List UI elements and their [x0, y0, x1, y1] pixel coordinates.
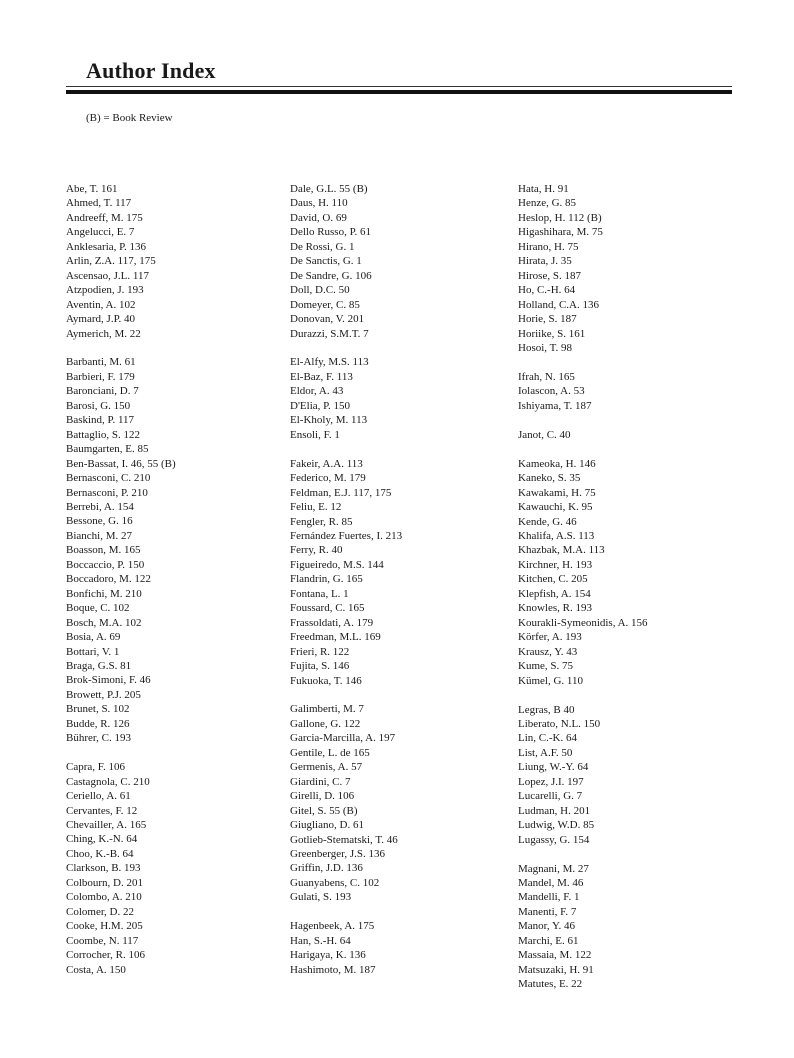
index-entry: Coombe, N. 117 [66, 934, 139, 947]
index-entry: Knowles, R. 193 [518, 602, 592, 615]
index-entry: Ben-Bassat, I. 46, 55 (B) [66, 457, 176, 470]
index-entry: Ensoli, F. 1 [290, 428, 340, 441]
index-entry: Guanyabens, C. 102 [290, 876, 380, 889]
index-entry: Aymard, J.P. 40 [66, 313, 135, 326]
index-entry: Hirano, H. 75 [518, 240, 579, 253]
index-entry: Daus, H. 110 [290, 197, 348, 210]
title-rule-thick [66, 90, 732, 94]
index-entry: Galimberti, M. 7 [290, 703, 364, 716]
index-entry: Andreeff, M. 175 [66, 211, 143, 224]
index-entry: Kume, S. 75 [518, 660, 573, 673]
index-entry: El-Baz, F. 113 [290, 370, 353, 383]
index-entry: Magnani, M. 27 [518, 862, 589, 875]
index-entry: Hosoi, T. 98 [518, 341, 572, 354]
index-entry: Kawauchi, K. 95 [518, 501, 593, 514]
index-entry: Colomer, D. 22 [66, 905, 134, 918]
index-entry: Bottari, V. 1 [66, 645, 120, 658]
index-entry: Baronciani, D. 7 [66, 385, 139, 398]
index-entry: Capra, F. 106 [66, 761, 126, 774]
index-entry: Clarkson, B. 193 [66, 862, 141, 875]
index-entry: Ascensao, J.L. 117 [66, 269, 149, 282]
index-entry: Bessone, G. 16 [66, 515, 133, 528]
index-entry: Manenti, F. 7 [518, 905, 577, 918]
index-entry: Hashimoto, M. 187 [290, 963, 376, 976]
index-entry: Ludwig, W.D. 85 [518, 819, 595, 832]
index-group [290, 355, 500, 442]
index-group [518, 457, 733, 688]
index-entry: Greenberger, J.S. 136 [290, 847, 385, 860]
index-entry: Ching, K.-N. 64 [66, 833, 138, 846]
index-entry: Domeyer, C. 85 [290, 298, 360, 311]
index-entry: Budde, R. 126 [66, 717, 130, 730]
index-entry: Barosi, G. 150 [66, 399, 131, 412]
index-entry: Fakeir, A.A. 113 [290, 457, 363, 470]
index-column-2 [290, 182, 500, 992]
index-entry: Arlin, Z.A. 117, 175 [66, 255, 156, 268]
index-entry: Kümel, G. 110 [518, 674, 583, 687]
index-entry: List, A.F. 50 [518, 746, 573, 759]
index-entry: Atzpodien, J. 193 [66, 284, 144, 297]
index-entry: Gulati, S. 193 [290, 891, 352, 904]
index-entry: Kirchner, H. 193 [518, 558, 593, 571]
index-entry: Boccaccio, P. 150 [66, 558, 145, 571]
index-entry: Berrebi, A. 154 [66, 501, 134, 514]
index-entry: Boasson, M. 165 [66, 544, 141, 557]
index-entry: Girelli, D. 106 [290, 790, 355, 803]
index-entry: Liberato, N.L. 150 [518, 717, 601, 730]
index-entry: Gitel, S. 55 (B) [290, 804, 358, 817]
index-entry: Bosch, M.A. 102 [66, 616, 142, 629]
index-entry: El-Alfy, M.S. 113 [290, 356, 369, 369]
index-entry: Fengler, R. 85 [290, 515, 353, 528]
index-entry: Han, S.-H. 64 [290, 934, 351, 947]
index-entry: Lugassy, G. 154 [518, 833, 590, 846]
index-entry: Heslop, H. 112 (B) [518, 211, 602, 224]
index-entry: Feldman, E.J. 117, 175 [290, 486, 392, 499]
index-entry: Dale, G.L. 55 (B) [290, 183, 368, 195]
index-entry: Boccadoro, M. 122 [66, 573, 151, 586]
index-entry: Choo, K.-B. 64 [66, 847, 134, 860]
index-entry: Giardini, C. 7 [290, 775, 351, 788]
index-entry: Hirose, S. 187 [518, 269, 581, 282]
index-entry: Feliu, E. 12 [290, 501, 342, 514]
index-entry: Holland, C.A. 136 [518, 298, 599, 311]
index-entry: Ferry, R. 40 [290, 544, 343, 557]
index-entry: Bonfichi, M. 210 [66, 587, 142, 600]
index-entry: Brunet, S. 102 [66, 703, 130, 716]
index-group [290, 919, 500, 977]
index-group [518, 703, 733, 848]
index-entry: Lopez, J.I. 197 [518, 775, 584, 788]
index-column-3 [518, 182, 733, 1006]
index-entry: Krausz, Y. 43 [518, 645, 578, 658]
index-entry: Mandelli, F. 1 [518, 891, 580, 904]
index-entry: Matutes, E. 22 [518, 978, 583, 991]
index-entry: De Sanctis, G. 1 [290, 255, 362, 268]
index-entry: Fernández Fuertes, I. 213 [290, 529, 403, 542]
index-entry: Iolascon, A. 53 [518, 385, 585, 398]
index-entry: Dello Russo, P. 61 [290, 226, 371, 239]
index-group [518, 862, 733, 992]
index-entry: Doll, D.C. 50 [290, 284, 350, 297]
index-entry: Fukuoka, T. 146 [290, 674, 362, 687]
index-entry: De Rossi, G. 1 [290, 240, 355, 253]
index-entry: Costa, A. 150 [66, 963, 126, 976]
index-entry: Janot, C. 40 [518, 428, 571, 441]
index-entry: Bührer, C. 193 [66, 732, 131, 745]
index-entry: El-Kholy, M. 113 [290, 414, 368, 427]
index-entry: Colbourn, D. 201 [66, 876, 143, 889]
index-entry: Boque, C. 102 [66, 602, 130, 615]
index-entry: Liung, W.-Y. 64 [518, 761, 589, 774]
index-entry: Germenis, A. 57 [290, 761, 363, 774]
index-entry: Kawakami, H. 75 [518, 486, 596, 499]
index-entry: Manor, Y. 46 [518, 920, 576, 933]
index-entry: Ahmed, T. 117 [66, 197, 132, 210]
index-column-1 [66, 182, 276, 992]
book-review-legend: (B) = Book Review [86, 112, 173, 124]
index-entry: Barbanti, M. 61 [66, 356, 136, 369]
index-entry: Garcia-Marcilla, A. 197 [290, 732, 396, 745]
index-entry: Kameoka, H. 146 [518, 457, 596, 470]
index-entry: Castagnola, C. 210 [66, 775, 150, 788]
index-entry: Kourakli-Symeonidis, A. 156 [518, 616, 648, 629]
index-entry: Hagenbeek, A. 175 [290, 920, 375, 933]
index-entry: Browett, P.J. 205 [66, 688, 141, 701]
index-group [518, 182, 733, 355]
index-entry: Chevailler, A. 165 [66, 819, 147, 832]
index-entry: Frieri, R. 122 [290, 645, 350, 658]
index-entry: Colombo, A. 210 [66, 891, 142, 904]
index-entry: Ifrah, N. 165 [518, 370, 575, 383]
index-entry: Fontana, L. 1 [290, 587, 349, 600]
index-entry: Donovan, V. 201 [290, 313, 365, 326]
index-entry: De Sandre, G. 106 [290, 269, 372, 282]
index-entry: Gotlieb-Stematski, T. 46 [290, 833, 398, 846]
index-entry: Massaia, M. 122 [518, 949, 592, 962]
index-entry: Henze, G. 85 [518, 197, 577, 210]
index-entry: Horiike, S. 161 [518, 327, 586, 340]
index-entry: Frassoldati, A. 179 [290, 616, 374, 629]
index-entry: Hirata, J. 35 [518, 255, 572, 268]
index-group [290, 182, 500, 341]
index-group [518, 428, 733, 442]
index-entry: D'Elia, P. 150 [290, 399, 351, 412]
index-entry: Bianchi, M. 27 [66, 529, 132, 542]
index-entry: Lucarelli, G. 7 [518, 790, 583, 803]
index-entry: Kitchen, C. 205 [518, 573, 588, 586]
index-entry: Harigaya, K. 136 [290, 949, 366, 962]
index-entry: Barbieri, F. 179 [66, 370, 135, 383]
index-entry: Aymerich, M. 22 [66, 327, 141, 340]
index-entry: Corrocher, R. 106 [66, 949, 145, 962]
index-group [66, 182, 276, 341]
index-entry: Cervantes, F. 12 [66, 804, 138, 817]
index-entry: Battaglio, S. 122 [66, 428, 140, 441]
index-group [290, 457, 500, 688]
index-entry: Baskind, P. 117 [66, 414, 135, 427]
index-entry: Freedman, M.L. 169 [290, 631, 381, 644]
index-entry: Matsuzaki, H. 91 [518, 963, 594, 976]
index-entry: Baumgarten, E. 85 [66, 443, 149, 456]
index-entry: Abe, T. 161 [66, 183, 118, 195]
index-entry: David, O. 69 [290, 211, 347, 224]
index-entry: Legras, B 40 [518, 703, 575, 716]
index-entry: Giugliano, D. 61 [290, 819, 364, 832]
index-entry: Federico, M. 179 [290, 472, 366, 485]
index-entry: Flandrin, G. 165 [290, 573, 363, 586]
index-entry: Brok-Simoni, F. 46 [66, 674, 151, 687]
index-entry: Klepfish, A. 154 [518, 587, 591, 600]
index-entry: Hata, H. 91 [518, 183, 569, 195]
index-entry: Gallone, G. 122 [290, 717, 361, 730]
index-group [290, 702, 500, 904]
index-entry: Bosia, A. 69 [66, 631, 121, 644]
index-entry: Ludman, H. 201 [518, 804, 591, 817]
index-group [66, 760, 276, 977]
index-entry: Bernasconi, C. 210 [66, 472, 151, 485]
page-title: Author Index [86, 58, 216, 83]
index-group [518, 370, 733, 413]
index-entry: Eldor, A. 43 [290, 385, 344, 398]
title-rule-thin [66, 86, 732, 87]
index-entry: Angelucci, E. 7 [66, 226, 135, 239]
index-entry: Cooke, H.M. 205 [66, 920, 143, 933]
index-entry: Kaneko, S. 35 [518, 472, 581, 485]
index-entry: Lin, C.-K. 64 [518, 732, 577, 745]
index-entry: Kende, G. 46 [518, 515, 577, 528]
index-entry: Bernasconi, P. 210 [66, 486, 148, 499]
index-group [66, 355, 276, 745]
index-entry: Aventin, A. 102 [66, 298, 136, 311]
index-entry: Khalifa, A.S. 113 [518, 530, 595, 543]
index-entry: Mandel, M. 46 [518, 876, 584, 889]
index-entry: Durazzi, S.M.T. 7 [290, 327, 369, 340]
index-entry: Gentile, L. de 165 [290, 746, 370, 759]
index-entry: Körfer, A. 193 [518, 631, 582, 644]
index-entry: Anklesaria, P. 136 [66, 240, 147, 253]
index-entry: Khazbak, M.A. 113 [518, 544, 605, 557]
index-entry: Fujita, S. 146 [290, 660, 350, 673]
index-entry: Horie, S. 187 [518, 313, 577, 326]
index-entry: Figueiredo, M.S. 144 [290, 558, 384, 571]
index-entry: Ho, C.-H. 64 [518, 284, 576, 297]
index-entry: Braga, G.S. 81 [66, 660, 132, 672]
index-entry: Marchi, E. 61 [518, 934, 579, 947]
index-entry: Griffin, J.D. 136 [290, 862, 363, 875]
index-entry: Ceriello, A. 61 [66, 790, 131, 803]
index-entry: Ishiyama, T. 187 [518, 399, 592, 412]
index-entry: Higashihara, M. 75 [518, 226, 603, 239]
index-entry: Foussard, C. 165 [290, 602, 365, 615]
